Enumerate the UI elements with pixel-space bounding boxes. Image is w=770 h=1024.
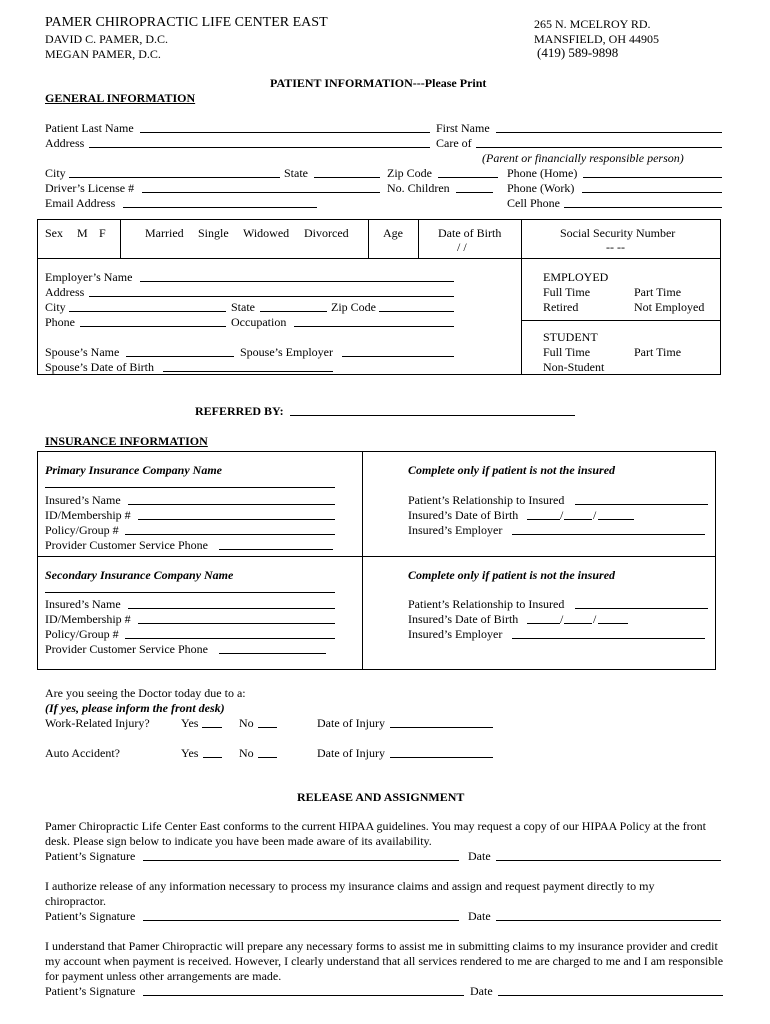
signature-label: Patient’s Signature — [45, 849, 136, 863]
box-divider — [521, 320, 721, 321]
date-slash: / — [560, 612, 564, 626]
secondary-complete-note: Complete only if patient is not the insured — [408, 568, 616, 582]
email-label: Email Address — [45, 196, 116, 210]
general-information-heading: GENERAL INFORMATION — [45, 91, 196, 105]
release-heading: RELEASE AND ASSIGNMENT — [297, 790, 465, 804]
state-label: State — [284, 166, 308, 180]
secondary-id-field[interactable] — [138, 623, 335, 624]
signature-field-3[interactable] — [143, 995, 464, 996]
ssn-format[interactable]: -- -- — [606, 240, 625, 254]
secondary-service-phone-field[interactable] — [219, 653, 326, 654]
signature-label: Patient’s Signature — [45, 984, 136, 998]
care-of-label: Care of — [436, 136, 472, 150]
clinic-phone: (419) 589-9898 — [537, 45, 619, 60]
primary-complete-note: Complete only if patient is not the insured — [408, 463, 616, 477]
employer-city-field[interactable] — [69, 311, 226, 312]
primary-id-field[interactable] — [138, 519, 335, 520]
primary-company-field[interactable] — [45, 487, 335, 488]
phone-home-label: Phone (Home) — [507, 166, 578, 180]
dob-format[interactable]: / / — [457, 240, 467, 254]
student-heading: STUDENT — [543, 330, 598, 344]
secondary-company-field[interactable] — [45, 592, 335, 593]
responsible-note: (Parent or financially responsible person) — [482, 151, 684, 165]
auto-yes-field[interactable] — [203, 757, 222, 758]
form-title: PATIENT INFORMATION---Please Print — [270, 76, 487, 90]
clinic-city: MANSFIELD, OH 44905 — [534, 32, 660, 46]
authorize-paragraph: I authorize release of any information necessary to process my insurance claims and assign and request payment directly to my chiropractor. — [45, 879, 655, 908]
address-label: Address — [45, 136, 85, 150]
employed-heading: EMPLOYED — [543, 270, 609, 284]
box-divider — [37, 258, 721, 259]
employer-address-label: Address — [45, 285, 85, 299]
phone-home-field[interactable] — [583, 177, 722, 178]
doctor-name: DAVID C. PAMER, D.C. — [45, 32, 169, 46]
insurance-heading: INSURANCE INFORMATION — [45, 434, 208, 448]
city-label: City — [45, 166, 66, 180]
student-full-time[interactable]: Full Time — [543, 345, 591, 359]
box-divider — [418, 219, 419, 258]
date-label: Date — [470, 984, 493, 998]
clinic-name: PAMER CHIROPRACTIC LIFE CENTER EAST — [45, 15, 328, 30]
date-field-3[interactable] — [498, 995, 723, 996]
referred-by-label: REFERRED BY: — [195, 404, 284, 418]
clinic-street: 265 N. MCELROY RD. — [534, 17, 651, 31]
email-field[interactable] — [123, 207, 317, 208]
status-married[interactable]: Married — [145, 226, 184, 240]
secondary-insured-dob-month[interactable] — [527, 623, 560, 624]
work-injury-yes-label: Yes — [181, 716, 199, 730]
status-single[interactable]: Single — [198, 226, 229, 240]
box-divider — [37, 556, 716, 557]
last-name-label: Patient Last Name — [45, 121, 134, 135]
date-slash: / — [560, 508, 564, 522]
status-widowed[interactable]: Widowed — [243, 226, 290, 240]
primary-service-phone-label: Provider Customer Service Phone — [45, 538, 208, 552]
first-name-label: First Name — [436, 121, 490, 135]
secondary-insured-dob-day[interactable] — [564, 623, 592, 624]
primary-id-label: ID/Membership # — [45, 508, 131, 522]
date-field-1[interactable] — [496, 860, 721, 861]
employed-full-time[interactable]: Full Time — [543, 285, 591, 299]
primary-insured-dob-month[interactable] — [527, 519, 560, 520]
employer-address-field[interactable] — [89, 296, 454, 297]
primary-insured-dob-day[interactable] — [564, 519, 592, 520]
secondary-insured-dob-label: Insured’s Date of Birth — [408, 612, 519, 626]
work-injury-date-label: Date of Injury — [317, 716, 385, 730]
secondary-relationship-label: Patient’s Relationship to Insured — [408, 597, 565, 611]
auto-yes-label: Yes — [181, 746, 199, 760]
primary-relationship-field[interactable] — [575, 504, 708, 505]
spouse-employer-label: Spouse’s Employer — [240, 345, 333, 359]
zip-label: Zip Code — [387, 166, 432, 180]
employed-part-time[interactable]: Part Time — [634, 285, 682, 299]
box-divider — [521, 219, 522, 375]
status-divorced[interactable]: Divorced — [304, 226, 349, 240]
primary-insured-name-label: Insured’s Name — [45, 493, 121, 507]
secondary-relationship-field[interactable] — [575, 608, 708, 609]
employer-city-label: City — [45, 300, 66, 314]
employer-label: Employer’s Name — [45, 270, 133, 284]
date-label: Date — [468, 849, 491, 863]
work-injury-yes-field[interactable] — [202, 727, 222, 728]
box-divider — [120, 219, 121, 258]
spouse-employer-field[interactable] — [342, 356, 454, 357]
occupation-label: Occupation — [231, 315, 287, 329]
work-injury-label: Work-Related Injury? — [45, 716, 150, 730]
box-divider — [362, 451, 363, 670]
auto-date-label: Date of Injury — [317, 746, 385, 760]
phone-work-field[interactable] — [582, 192, 722, 193]
first-name-field[interactable] — [496, 132, 722, 133]
doctor-name: MEGAN PAMER, D.C. — [45, 47, 161, 61]
primary-company-label: Primary Insurance Company Name — [45, 463, 223, 477]
address-field[interactable] — [89, 147, 430, 148]
employer-phone-label: Phone — [45, 315, 75, 329]
employer-zip-field[interactable] — [379, 311, 454, 312]
spouse-name-label: Spouse’s Name — [45, 345, 120, 359]
zip-field[interactable] — [438, 177, 498, 178]
ssn-label: Social Security Number — [560, 226, 676, 240]
age-label: Age — [383, 226, 403, 240]
primary-relationship-label: Patient’s Relationship to Insured — [408, 493, 565, 507]
employer-phone-field[interactable] — [80, 326, 226, 327]
primary-policy-field[interactable] — [125, 534, 335, 535]
secondary-insured-employer-label: Insured’s Employer — [408, 627, 503, 641]
signature-label: Patient’s Signature — [45, 909, 136, 923]
referred-by-field[interactable] — [290, 415, 575, 416]
auto-date-field[interactable] — [390, 757, 493, 758]
primary-insured-dob-year[interactable] — [598, 519, 634, 520]
hipaa-paragraph: Pamer Chiropractic Life Center East conforms to the current HIPAA guidelines. You may request a copy of our HIPAA Policy at the front desk. Please sign below to indicate you have been made aware of its availability. — [45, 819, 706, 848]
employer-state-field[interactable] — [260, 311, 327, 312]
secondary-id-label: ID/Membership # — [45, 612, 131, 626]
secondary-insured-name-label: Insured’s Name — [45, 597, 121, 611]
signature-field-2[interactable] — [143, 920, 459, 921]
injury-note: (If yes, please inform the front desk) — [45, 701, 225, 715]
auto-no-label: No — [239, 746, 254, 760]
work-injury-no-label: No — [239, 716, 254, 730]
primary-insured-employer-field[interactable] — [512, 534, 705, 535]
primary-insured-name-field[interactable] — [128, 504, 335, 505]
spouse-name-field[interactable] — [126, 356, 234, 357]
payment-paragraph: I understand that Pamer Chiropractic will prepare any necessary forms to assist me in submitting claims to my insurance provider and credit my account when payment is received. However, I clearly understand that all services rendered to me are charged to me and I am responsible for payment unless other arrangements are made. — [45, 939, 724, 983]
primary-insured-dob-label: Insured’s Date of Birth — [408, 508, 519, 522]
secondary-insured-employer-field[interactable] — [512, 638, 705, 639]
license-label: Driver’s License # — [45, 181, 135, 195]
secondary-insured-dob-year[interactable] — [598, 623, 628, 624]
date-field-2[interactable] — [496, 920, 721, 921]
employer-zip-label: Zip Code — [331, 300, 376, 314]
cell-label: Cell Phone — [507, 196, 560, 210]
secondary-insured-name-field[interactable] — [128, 608, 335, 609]
date-label: Date — [468, 909, 491, 923]
sex-option-m[interactable]: M — [77, 226, 88, 240]
cell-field[interactable] — [564, 207, 722, 208]
date-slash: / — [593, 612, 597, 626]
secondary-policy-label: Policy/Group # — [45, 627, 119, 641]
secondary-policy-field[interactable] — [125, 638, 335, 639]
sex-label: Sex — [45, 226, 63, 240]
work-injury-date-field[interactable] — [390, 727, 493, 728]
children-field[interactable] — [456, 192, 493, 193]
non-student[interactable]: Non-Student — [543, 360, 605, 374]
dob-label: Date of Birth — [438, 226, 502, 240]
work-injury-no-field[interactable] — [258, 727, 277, 728]
auto-no-field[interactable] — [258, 757, 277, 758]
occupation-field[interactable] — [294, 326, 454, 327]
phone-work-label: Phone (Work) — [507, 181, 575, 195]
primary-insured-employer-label: Insured’s Employer — [408, 523, 503, 537]
care-of-field[interactable] — [476, 147, 722, 148]
employer-field[interactable] — [140, 281, 454, 282]
city-field[interactable] — [69, 177, 280, 178]
date-slash: / — [593, 508, 597, 522]
spouse-dob-field[interactable] — [163, 371, 333, 372]
children-label: No. Children — [387, 181, 450, 195]
signature-field-1[interactable] — [143, 860, 459, 861]
employed-retired[interactable]: Retired — [543, 300, 579, 314]
primary-policy-label: Policy/Group # — [45, 523, 119, 537]
license-field[interactable] — [142, 192, 380, 193]
injury-question: Are you seeing the Doctor today due to a: — [45, 686, 246, 700]
state-field[interactable] — [314, 177, 380, 178]
box-divider — [368, 219, 369, 258]
employer-state-label: State — [231, 300, 255, 314]
last-name-field[interactable] — [140, 132, 430, 133]
employed-not-employed[interactable]: Not Employed — [634, 300, 705, 314]
auto-accident-label: Auto Accident? — [45, 746, 120, 760]
secondary-service-phone-label: Provider Customer Service Phone — [45, 642, 208, 656]
student-part-time[interactable]: Part Time — [634, 345, 682, 359]
secondary-company-label: Secondary Insurance Company Name — [45, 568, 234, 582]
sex-option-f[interactable]: F — [99, 226, 106, 240]
spouse-dob-label: Spouse’s Date of Birth — [45, 360, 154, 374]
primary-service-phone-field[interactable] — [219, 549, 333, 550]
